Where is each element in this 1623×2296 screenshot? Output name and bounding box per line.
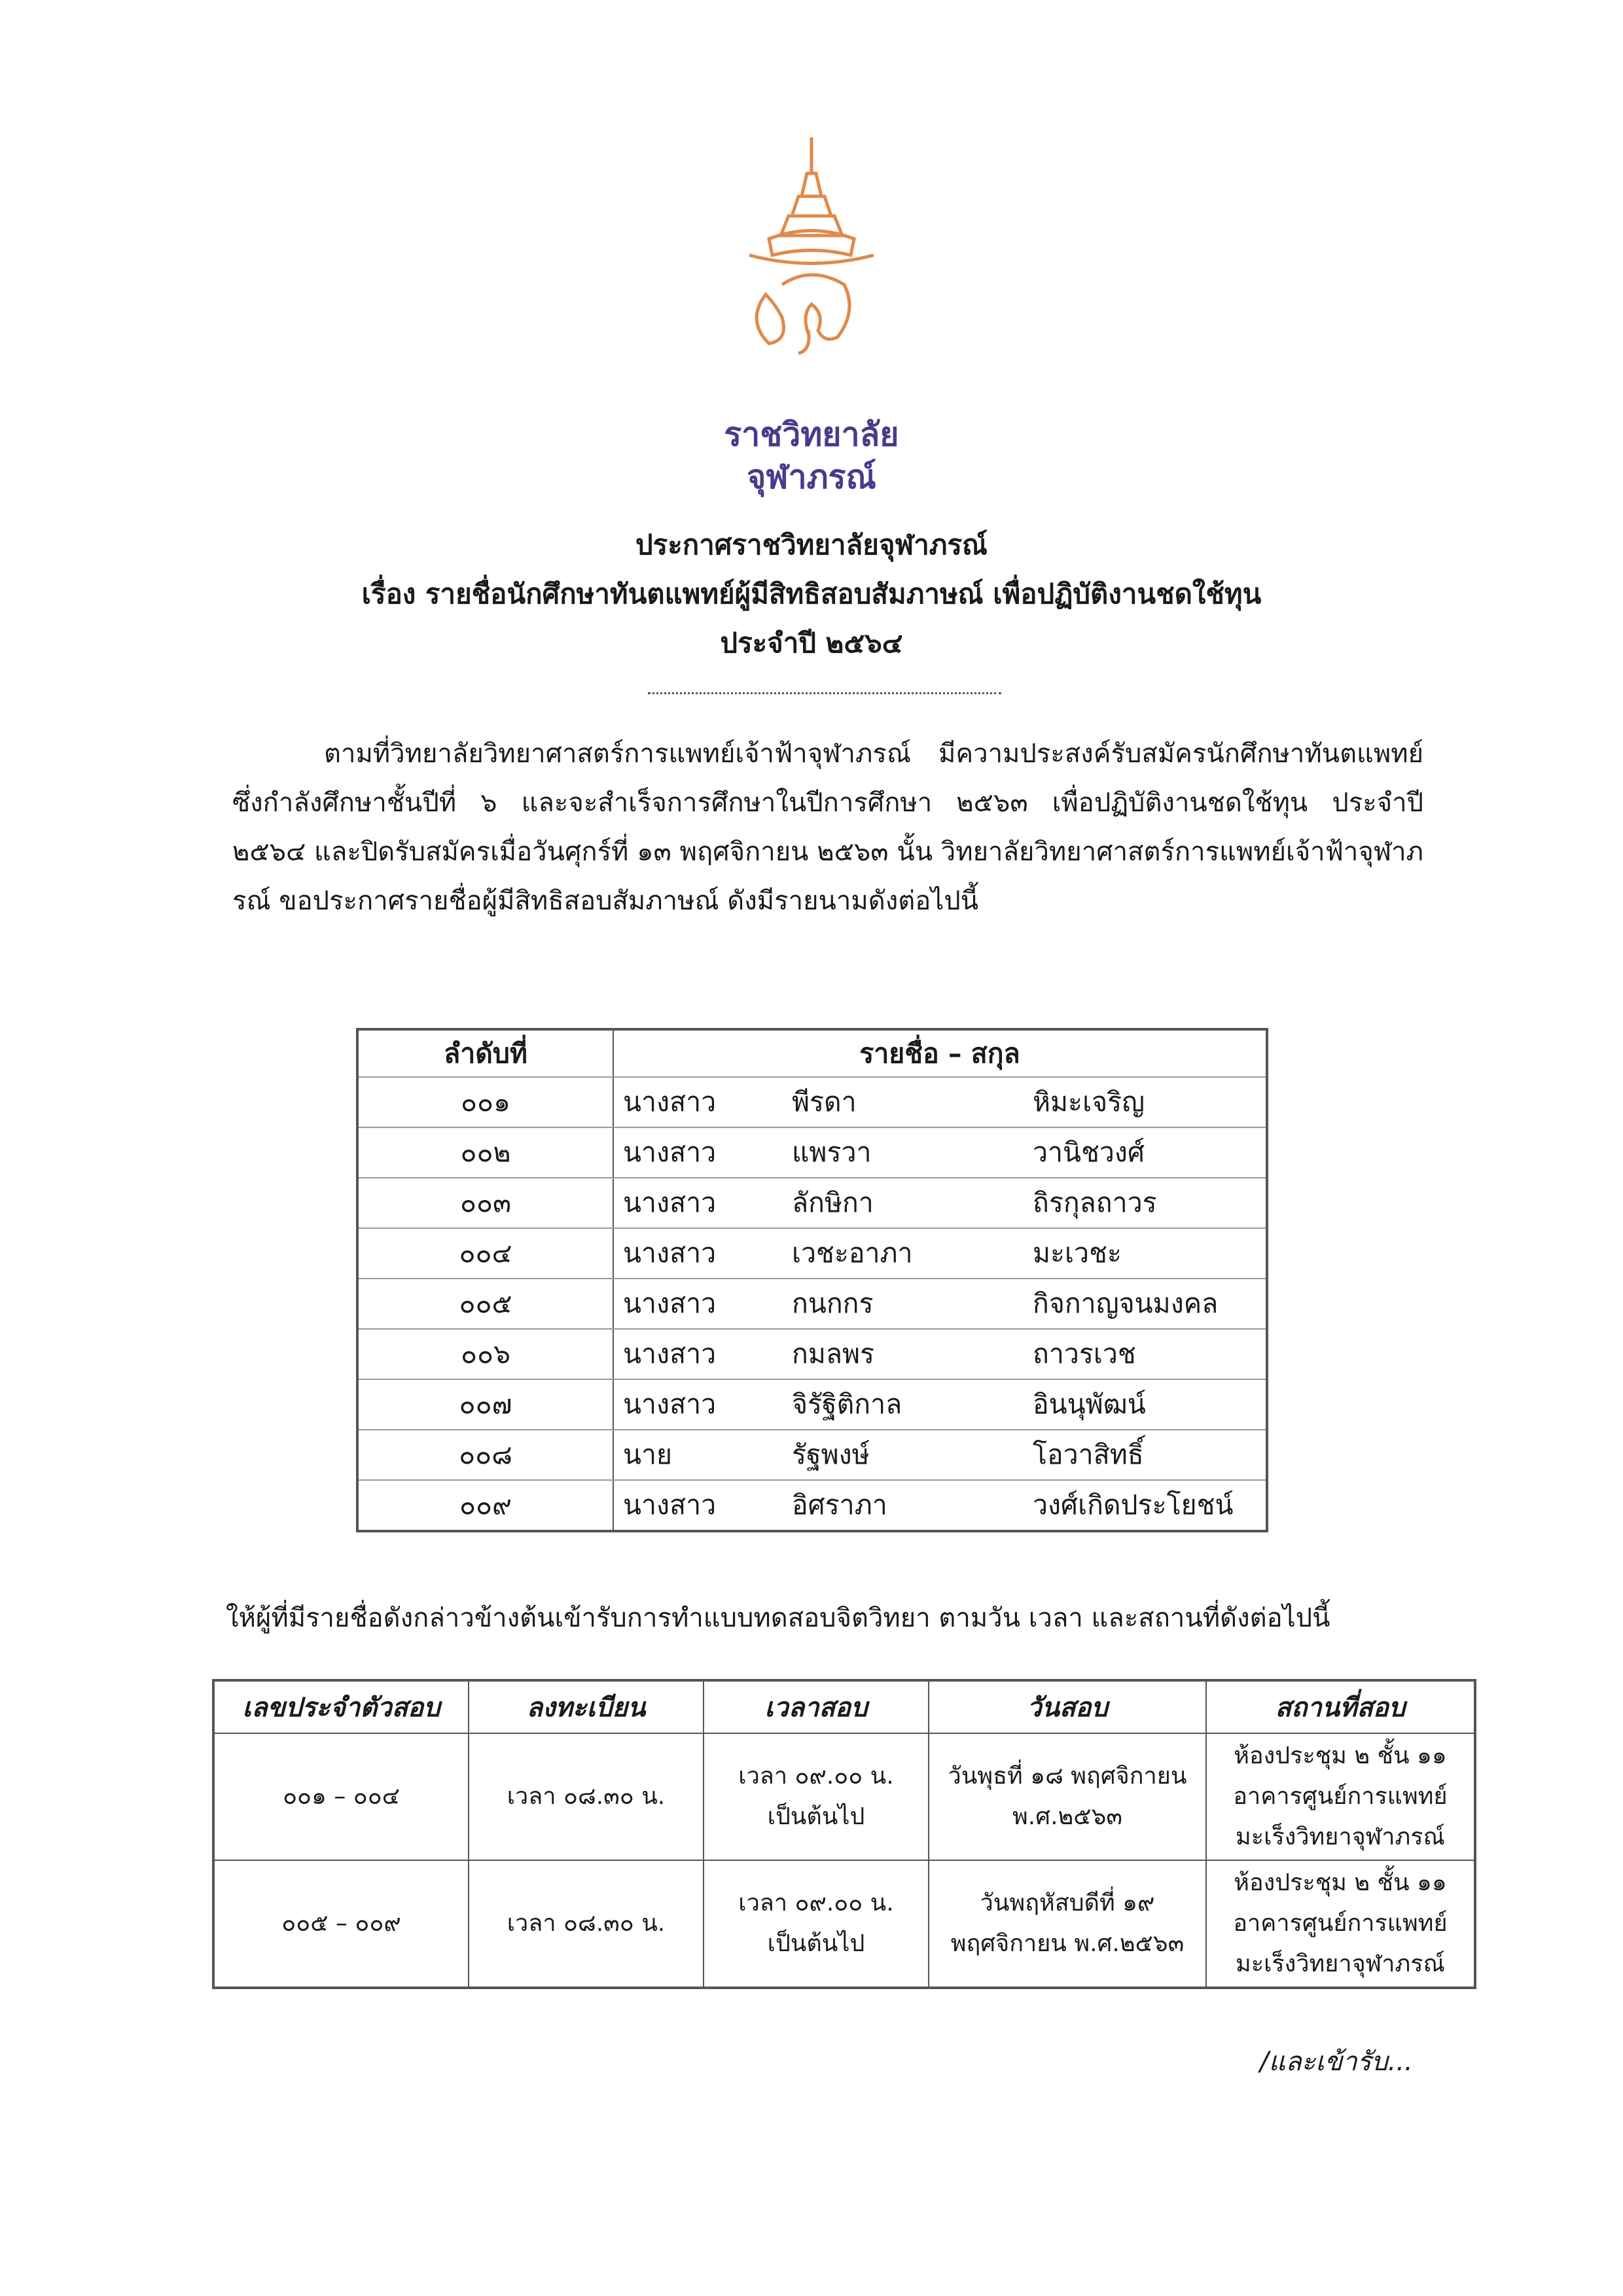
title-cell: นางสาว [613, 1480, 783, 1531]
table-row [357, 1430, 1267, 1480]
last-name-cell: หิมะเจริญ [1024, 1077, 1267, 1127]
order-cell: ๐๐๙ [357, 1480, 613, 1531]
last-name-cell: ถาวรเวช [1024, 1329, 1267, 1379]
first-name-cell: จิรัฐิติกาล [783, 1379, 1024, 1430]
title-cell: นางสาว [613, 1178, 783, 1228]
table-row [213, 1860, 1475, 1988]
title-cell: นางสาว [613, 1279, 783, 1329]
table-row [357, 1379, 1267, 1430]
column-header-order: ลำดับที่ [357, 1029, 613, 1077]
last-name-cell: อินนุพัฒน์ [1024, 1379, 1267, 1430]
order-cell: ๐๐๒ [357, 1127, 613, 1178]
table-row [213, 1733, 1475, 1860]
order-cell: ๐๐๑ [357, 1077, 613, 1127]
title-cell: นางสาว [613, 1228, 783, 1279]
title-cell: นางสาว [613, 1379, 783, 1430]
order-cell: ๐๐๘ [357, 1430, 613, 1480]
announcement-year: ประจำปี ๒๕๖๔ [720, 627, 903, 659]
table-header-row [357, 1029, 1267, 1077]
continued-marker: /และเข้ารับ... [1260, 2047, 1413, 2077]
candidate-names-table [356, 1028, 1268, 1532]
table-row [357, 1077, 1267, 1127]
order-cell: ๐๐๗ [357, 1379, 613, 1430]
column-header-exam-date: วันสอบ [929, 1680, 1206, 1733]
last-name-cell: วานิชวงศ์ [1024, 1127, 1267, 1178]
order-cell: ๐๐๕ [357, 1279, 613, 1329]
first-name-cell: พีรดา [783, 1077, 1024, 1127]
registration-time: เวลา ๐๘.๓๐ น. [469, 1733, 704, 1860]
last-name-cell: มะเวชะ [1024, 1228, 1267, 1279]
logo-name-line2: จุฬาภรณ์ [747, 458, 876, 496]
title-cell: นาย [613, 1430, 783, 1480]
table-row [357, 1178, 1267, 1228]
first-name-cell: อิศราภา [783, 1480, 1024, 1531]
table-row [357, 1329, 1267, 1379]
last-name-cell: กิจกาญจนมงคล [1024, 1279, 1267, 1329]
last-name-cell: วงศ์เกิดประโยชน์ [1024, 1480, 1267, 1531]
last-name-cell: ถิรกุลถาวร [1024, 1178, 1267, 1228]
last-name-cell: โอวาสิทธิ์ [1024, 1430, 1267, 1480]
table-row [357, 1279, 1267, 1329]
first-name-cell: กนกกร [783, 1279, 1024, 1329]
table-row [357, 1228, 1267, 1279]
column-header-exam-time: เวลาสอบ [704, 1680, 929, 1733]
title-cell: นางสาว [613, 1077, 783, 1127]
exam-id-range: ๐๐๑ – ๐๐๔ [213, 1733, 469, 1860]
table-header-row [213, 1680, 1475, 1733]
order-cell: ๐๐๔ [357, 1228, 613, 1279]
exam-schedule-table [212, 1679, 1476, 1989]
announcement-subject: เรื่อง รายชื่อนักศึกษาทันตแพทย์ผู้มีสิทธิสอบสัมภาษณ์ เพื่อปฏิบัติงานชดใช้ทุน [361, 578, 1262, 610]
intro-paragraph: ตามที่วิทยาลัยวิทยาศาสตร์การแพทย์เจ้าฟ้าจุฬาภรณ์ มีความประสงค์รับสมัครนักศึกษาทันตแพทย์ ซึ่งกำลังศึกษาชั้นปีที่ ๖ และจะสำเร็จการศึกษาในปีการศึกษา ๒๕๖๓ เพื่อปฏิบัติงานชดใช้ทุน ประจำปี ๒๕๖๔ และปิดรับสมัครเมื่อวันศุกร์ที่ ๑๓ พฤศจิกายน ๒๕๖๓ นั้น วิทยาลัยวิทยาศาสตร์การแพทย์เจ้าฟ้าจุฬาภรณ์ ขอประกาศรายชื่อผู้มีสิทธิสอบสัมภาษณ์ ดังมีรายนามดังต่อไปนี้ [232, 739, 1423, 916]
divider [648, 692, 1001, 694]
exam-time: เวลา ๐๙.๐๐ น. เป็นต้นไป [704, 1733, 929, 1860]
table-row [357, 1127, 1267, 1178]
order-cell: ๐๐๖ [357, 1329, 613, 1379]
exam-time: เวลา ๐๙.๐๐ น. เป็นต้นไป [704, 1860, 929, 1988]
exam-place: ห้องประชุม ๒ ชั้น ๑๑ อาคารศูนย์การแพทย์ มะเร็งวิทยาจุฬาภรณ์ [1206, 1733, 1475, 1860]
exam-place: ห้องประชุม ๒ ชั้น ๑๑ อาคารศูนย์การแพทย์ มะเร็งวิทยาจุฬาภรณ์ [1206, 1860, 1475, 1988]
exam-date: วันพุธที่ ๑๘ พฤศจิกายน พ.ศ.๒๕๖๓ [929, 1733, 1206, 1860]
college-emblem-icon [730, 134, 893, 357]
announcement-title: ประกาศราชวิทยาลัยจุฬาภรณ์ [635, 529, 988, 561]
column-header-name: รายชื่อ – สกุล [613, 1029, 1267, 1077]
column-header-exam-place: สถานที่สอบ [1206, 1680, 1475, 1733]
first-name-cell: ลักษิกา [783, 1178, 1024, 1228]
title-cell: นางสาว [613, 1127, 783, 1178]
first-name-cell: รัฐพงษ์ [783, 1430, 1024, 1480]
first-name-cell: กมลพร [783, 1329, 1024, 1379]
logo-name-line1: ราชวิทยาลัย [724, 415, 899, 453]
order-cell: ๐๐๓ [357, 1178, 613, 1228]
table-row [357, 1480, 1267, 1531]
column-header-registration: ลงทะเบียน [469, 1680, 704, 1733]
exam-id-range: ๐๐๕ – ๐๐๙ [213, 1860, 469, 1988]
title-cell: นางสาว [613, 1329, 783, 1379]
registration-time: เวลา ๐๘.๓๐ น. [469, 1860, 704, 1988]
first-name-cell: แพรวา [783, 1127, 1024, 1178]
column-header-exam-id: เลขประจำตัวสอบ [213, 1680, 469, 1733]
first-name-cell: เวชะอาภา [783, 1228, 1024, 1279]
schedule-intro: ให้ผู้ที่มีรายชื่อดังกล่าวข้างต้นเข้ารับการทำแบบทดสอบจิตวิทยา ตามวัน เวลา และสถานที่ดังต่อไปนี้ [226, 1603, 1330, 1633]
exam-date: วันพฤหัสบดีที่ ๑๙ พฤศจิกายน พ.ศ.๒๕๖๓ [929, 1860, 1206, 1988]
